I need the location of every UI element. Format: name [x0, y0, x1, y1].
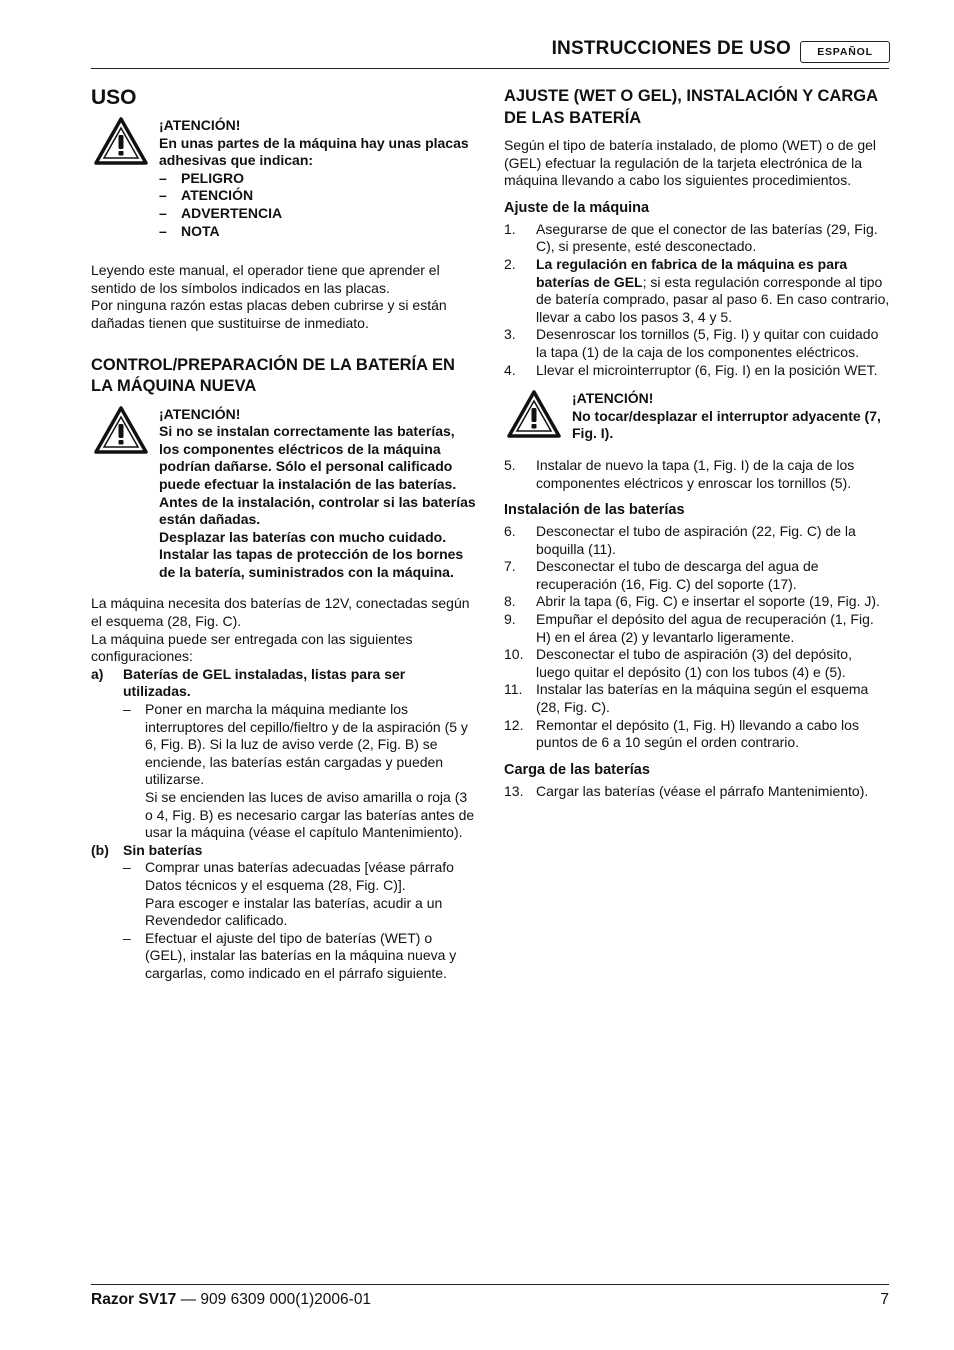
paragraph: La máquina puede ser entregada con las siguientes configuraciones: — [91, 630, 413, 665]
page-number: 7 — [880, 1291, 889, 1308]
steps-list — [504, 783, 890, 801]
configuration-item-a: a) Baterías de GEL instaladas, listas para ser utilizadas. — [91, 665, 406, 700]
right-column — [504, 86, 890, 800]
warning-text: Desplazar las baterías con mucho cuidado. — [159, 528, 447, 545]
step-item: 11. Instalar las baterías en la máquina según el esquema (28, Fig. C). — [504, 681, 869, 716]
language-badge: ESPAÑOL — [800, 41, 890, 63]
warning-text: En unas partes de la máquina hay unas placas adhesivas que indican: — [159, 134, 469, 169]
warning-block-placas — [91, 117, 476, 240]
section-heading-ajuste: AJUSTE (WET O GEL), INSTALACIÓN Y CARGA DE LAS BATERÍA — [504, 87, 878, 127]
step-item: 3. Desenroscar los tornillos (5, Fig. I) y quitar con cuidado la tapa (1) de la caja de los componentes eléctricos. — [504, 326, 879, 360]
step-item: 4. Llevar el microinterruptor (6, Fig. I) en la posición WET. — [504, 361, 878, 378]
warning-text: Antes de la instalación, controlar si las baterías están dañadas. — [159, 493, 476, 528]
warning-list-item: – ATENCIÓN — [159, 187, 254, 204]
step-item: 1. Asegurarse de que el conector de las baterías (29, Fig. C), si presente, esté desconectado. — [504, 220, 878, 255]
sub-item: – Poner en marcha la máquina mediante los interruptores del cepillo/fieltro y de la aspiración (5 y 6, Fig. B). Si la luz de aviso verde (2, Fig. B) se enciende, las baterías están cargadas y pueden utilizarse. Si se encienden las luces de aviso amarilla o roja (3 o 4, Fig. B) es necesario cargar las baterías antes de usar la máquina (véase el capítulo Mantenimiento). — [123, 701, 475, 841]
warning-block-interruptor — [504, 390, 890, 443]
step-item: 9. Empuñar el depósito del agua de recuperación (1, Fig. H) en el área (2) y levantarlo ligeramente. — [504, 611, 874, 645]
steps-list — [504, 523, 890, 752]
step-item: 13. Cargar las baterías (véase el párrafo Mantenimiento). — [504, 782, 869, 799]
step-item: 2. La regulación en fabrica de la máquina es para baterías de GEL; si esta regulación corresponde al tipo de batería comprado, pasar al paso 6. En caso contrario, llevar a cabo los pasos 3, 4 y 5. — [504, 255, 890, 325]
section-heading-control: CONTROL/PREPARACIÓN DE LA BATERÍA EN LA MÁQUINA NUEVA — [91, 355, 455, 396]
footer-rule — [91, 1284, 889, 1285]
warning-title: ¡ATENCIÓN! — [159, 117, 241, 133]
warning-text: Si no se instalan correctamente las baterías, los componentes eléctricos de la máquina podrían dañarse. Sólo el personal calificado puede efectuar la instalación de las baterías. — [159, 423, 457, 492]
subheading-carga: Carga de las baterías — [504, 761, 650, 778]
section-heading-uso: USO — [91, 86, 137, 109]
paragraph: Según el tipo de batería instalado, de plomo (WET) o de gel (GEL) efectuar la regulación de la tarjeta electrónica de la máquina llevando a cabo los siguientes procedimientos. — [504, 137, 876, 189]
warning-triangle-icon — [94, 117, 148, 165]
steps-list — [504, 457, 890, 492]
subheading-ajuste-maquina: Ajuste de la máquina — [504, 199, 650, 216]
warning-text: Instalar las tapas de protección de los bornes de la batería, suministrados con la máquina. — [159, 546, 464, 580]
warning-block-baterias — [91, 406, 476, 582]
step-item: 10. Desconectar el tubo de aspiración (3) del depósito, luego quitar el depósito (1) con los tubos (4) e (5). — [504, 646, 852, 680]
sub-item: – Comprar unas baterías adecuadas [véase párrafo Datos técnicos y el esquema (28, Fig. C)]. Para escoger e instalar las baterías, acudir a un Revendedor calificado. — [123, 859, 454, 929]
warning-triangle-icon — [507, 390, 561, 438]
configuration-item-b: (b) Sin baterías — [91, 841, 203, 858]
footer-model: Razor SV17 — [91, 1291, 177, 1308]
step-item: 8. Abrir la tapa (6, Fig. C) e insertar el soporte (19, Fig. J). — [504, 593, 880, 610]
step-item: 12. Remontar el depósito (1, Fig. H) llevando a cabo los puntos de 6 a 10 según el orden contrario. — [504, 716, 859, 751]
steps-list — [504, 221, 890, 379]
paragraph: Leyendo este manual, el operador tiene que aprender el sentido de los símbolos indicados en las placas. — [91, 262, 440, 296]
sub-item: – Efectuar el ajuste del tipo de baterías (WET) o (GEL), instalar las baterías en la máquina nueva y cargarlas, como indicado en el párrafo siguiente. — [123, 929, 457, 981]
footer-document-id — [91, 1291, 371, 1309]
header-rule — [91, 68, 889, 69]
paragraph: Por ninguna razón estas placas deben cubrirse y si están dañadas tienen que sustituirse de inmediato. — [91, 297, 447, 331]
warning-list-item: – PELIGRO — [159, 169, 245, 186]
warning-text: No tocar/desplazar el interruptor adyacente (7, Fig. I). — [572, 407, 881, 442]
page-header-title: INSTRUCCIONES DE USO — [551, 38, 791, 59]
footer-doc-number: — 909 6309 000(1)2006-01 — [176, 1291, 372, 1308]
step-item: 6. Desconectar el tubo de aspiración (22, Fig. C) de la boquilla (11). — [504, 523, 856, 557]
warning-title: ¡ATENCIÓN! — [159, 405, 241, 422]
left-column — [91, 86, 476, 983]
warning-list-item: – ADVERTENCIA — [159, 204, 283, 221]
paragraph: La máquina necesita dos baterías de 12V, conectadas según el esquema (28, Fig. C). — [91, 595, 470, 630]
warning-list-item: – NOTA — [159, 222, 220, 239]
subheading-instalacion: Instalación de las baterías — [504, 502, 685, 519]
step-item: 5. Instalar de nuevo la tapa (1, Fig. I) de la caja de los componentes eléctricos y enroscar los tornillos (5). — [504, 456, 855, 491]
configuration-list — [91, 666, 476, 983]
warning-triangle-icon — [94, 406, 148, 454]
step-item: 7. Desconectar el tubo de descarga del agua de recuperación (16, Fig. C) del soporte (17). — [504, 558, 819, 592]
warning-title: ¡ATENCIÓN! — [572, 390, 654, 407]
